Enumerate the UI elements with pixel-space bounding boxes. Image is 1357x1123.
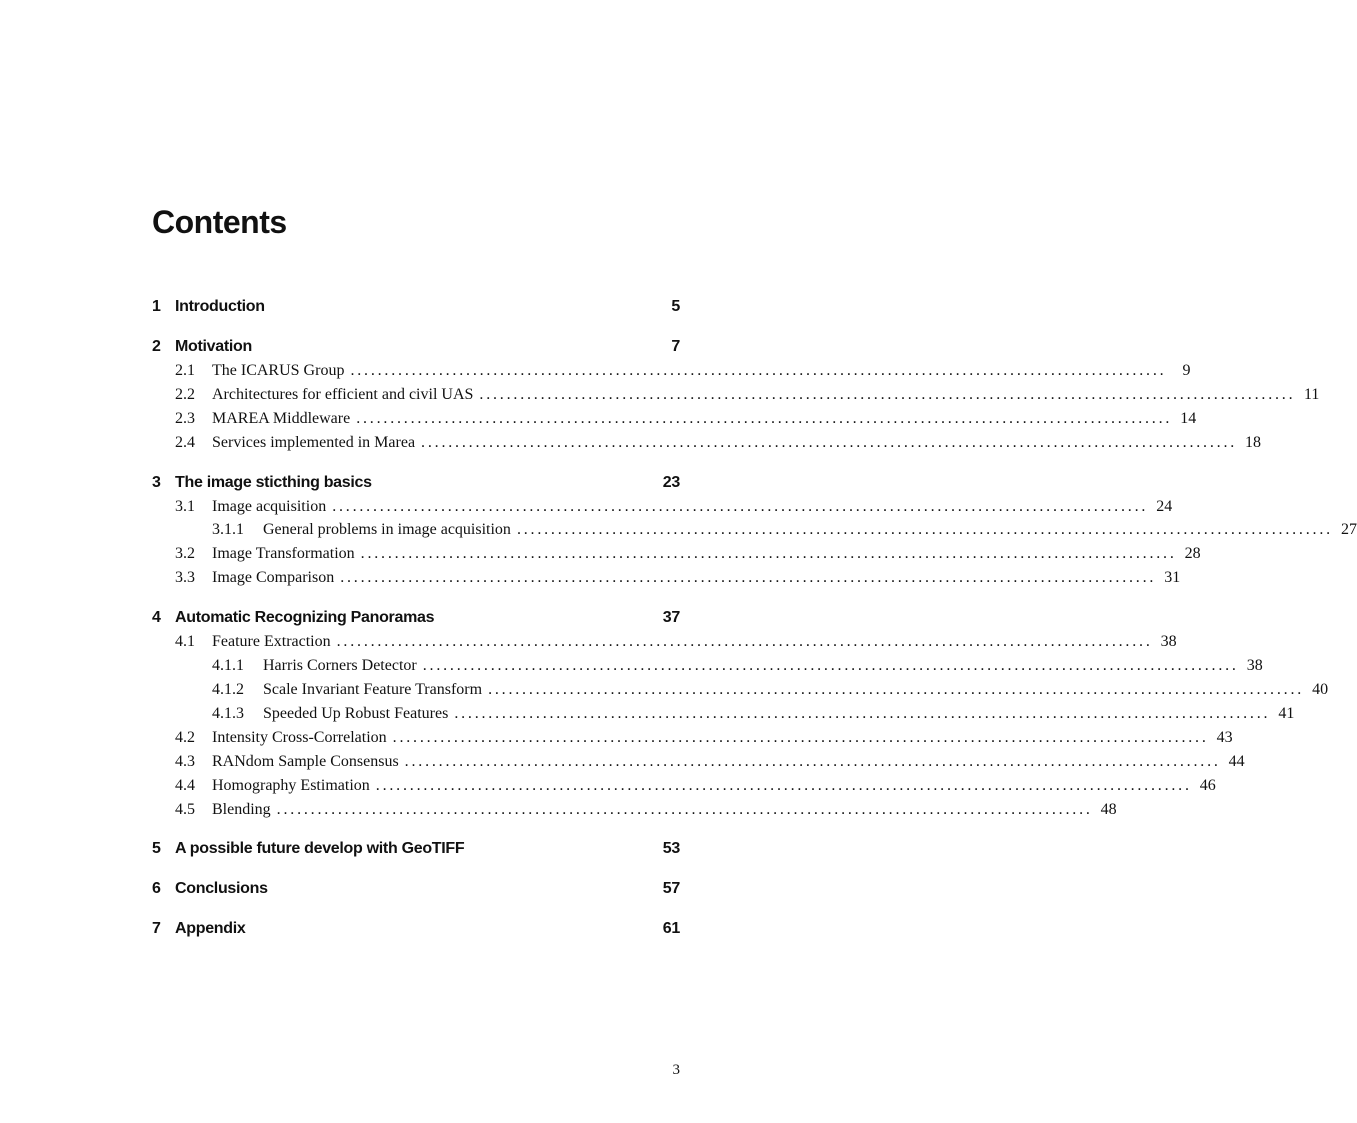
- entry-title: Introduction: [175, 298, 265, 315]
- entry-page: 61: [662, 920, 680, 937]
- dot-leader: ........................................................................................................................: [422, 657, 1239, 674]
- entry-title: MAREA Middleware: [212, 410, 351, 427]
- page-title: Contents: [152, 204, 287, 240]
- entry-page: 5: [671, 298, 680, 315]
- entry-page: 31: [1164, 569, 1181, 586]
- entry-page: 41: [1278, 705, 1295, 722]
- entry-number: 4: [152, 609, 161, 626]
- dot-leader: ........................................................................................................................: [454, 705, 1271, 722]
- dot-leader: ........................................................................................................................: [375, 777, 1192, 794]
- entry-number: 2.2: [175, 386, 195, 403]
- entry-number: 4.5: [175, 801, 195, 818]
- entry-page: 57: [662, 880, 680, 897]
- dot-leader: ........................................................................................................................: [516, 521, 1333, 538]
- entry-page: 9: [1182, 362, 1191, 379]
- entry-page: 27: [1340, 521, 1357, 538]
- entry-number: 4.3: [175, 753, 195, 770]
- entry-number: 5: [152, 840, 161, 857]
- toc-entry-subsection[interactable]: [152, 681, 1329, 703]
- entry-number: 4.1.3: [212, 705, 244, 722]
- toc-entry-section[interactable]: [152, 729, 1233, 751]
- toc-entry-section[interactable]: [152, 753, 1245, 775]
- toc-entry-section[interactable]: [152, 545, 1201, 567]
- dot-leader: ........................................................................................................................: [421, 434, 1238, 451]
- entry-title: Feature Extraction: [212, 633, 331, 650]
- dot-leader: ........................................................................................................................: [336, 633, 1153, 650]
- entry-title: A possible future develop with GeoTIFF: [175, 840, 465, 857]
- toc-entry-section[interactable]: [152, 777, 1216, 799]
- entry-page: 53: [662, 840, 680, 857]
- entry-title: Automatic Recognizing Panoramas: [175, 609, 435, 626]
- entry-title: The ICARUS Group: [212, 362, 345, 379]
- entry-number: 2: [152, 338, 161, 355]
- entry-title: Harris Corners Detector: [263, 657, 417, 674]
- entry-number: 3.2: [175, 545, 195, 562]
- toc-entry-chapter[interactable]: [152, 920, 680, 942]
- entry-number: 3.3: [175, 569, 195, 586]
- entry-title: Appendix: [175, 920, 246, 937]
- toc-entry-subsection[interactable]: [152, 705, 1295, 727]
- entry-title: Image Transformation: [212, 545, 355, 562]
- dot-leader: ........................................................................................................................: [340, 569, 1157, 586]
- entry-number: 4.4: [175, 777, 195, 794]
- entry-number: 6: [152, 880, 161, 897]
- toc-entry-subsection[interactable]: [152, 657, 1263, 679]
- entry-title: Blending: [212, 801, 271, 818]
- entry-number: 4.1: [175, 633, 195, 650]
- toc-entry-chapter[interactable]: [152, 474, 680, 496]
- dot-leader: ........................................................................................................................: [276, 801, 1093, 818]
- entry-page: 24: [1156, 498, 1173, 515]
- entry-page: 46: [1199, 777, 1216, 794]
- page-number: 3: [672, 1062, 680, 1078]
- entry-page: 48: [1100, 801, 1117, 818]
- entry-title: Architectures for efficient and civil UAS: [212, 386, 474, 403]
- entry-page: 44: [1228, 753, 1245, 770]
- toc-entry-chapter[interactable]: [152, 880, 680, 902]
- entry-page: 38: [1246, 657, 1263, 674]
- entry-page: 43: [1216, 729, 1233, 746]
- toc-entry-section[interactable]: [152, 434, 1262, 456]
- entry-page: 11: [1303, 386, 1320, 403]
- toc-entry-section[interactable]: [152, 410, 1197, 432]
- entry-page: 37: [662, 609, 680, 626]
- entry-number: 1: [152, 298, 161, 315]
- entry-page: 38: [1160, 633, 1177, 650]
- entry-title: Image acquisition: [212, 498, 327, 515]
- toc-entry-chapter[interactable]: [152, 840, 680, 862]
- toc-entry-section[interactable]: [152, 498, 1173, 520]
- dot-leader: ........................................................................................................................: [356, 410, 1173, 427]
- dot-leader: ........................................................................................................................: [479, 386, 1296, 403]
- toc-entry-section[interactable]: [152, 569, 1181, 591]
- toc-entry-subsection[interactable]: [152, 521, 1357, 543]
- entry-page: 18: [1245, 434, 1262, 451]
- entry-title: Scale Invariant Feature Transform: [263, 681, 483, 698]
- entry-title: Intensity Cross-Correlation: [212, 729, 387, 746]
- toc-entry-section[interactable]: [152, 801, 1117, 823]
- entry-page: 23: [662, 474, 680, 491]
- entry-number: 2.1: [175, 362, 195, 379]
- entry-number: 4.2: [175, 729, 195, 746]
- entry-title: General problems in image acquisition: [263, 521, 511, 538]
- entry-number: 3.1: [175, 498, 195, 515]
- entry-number: 4.1.2: [212, 681, 244, 698]
- entry-title: Homography Estimation: [212, 777, 370, 794]
- entry-page: 14: [1180, 410, 1197, 427]
- entry-number: 3: [152, 474, 161, 491]
- dot-leader: ........................................................................................................................: [392, 729, 1209, 746]
- entry-title: Image Comparison: [212, 569, 335, 586]
- entry-title: Conclusions: [175, 880, 268, 897]
- entry-title: Motivation: [175, 338, 252, 355]
- toc-entry-section[interactable]: [152, 386, 1320, 408]
- entry-number: 4.1.1: [212, 657, 244, 674]
- toc-entry-chapter[interactable]: [152, 609, 680, 631]
- entry-number: 2.3: [175, 410, 195, 427]
- entry-number: 2.4: [175, 434, 195, 451]
- dot-leader: ........................................................................................................................: [332, 498, 1149, 515]
- entry-title: RANdom Sample Consensus: [212, 753, 399, 770]
- toc-entry-chapter[interactable]: [152, 298, 680, 320]
- dot-leader: ........................................................................................................................: [360, 545, 1177, 562]
- entry-page: 7: [671, 338, 680, 355]
- dot-leader: ........................................................................................................................: [488, 681, 1305, 698]
- toc-entry-section[interactable]: [152, 362, 1191, 384]
- entry-title: Services implemented in Marea: [212, 434, 416, 451]
- entry-title: The image sticthing basics: [175, 474, 372, 491]
- dot-leader: ........................................................................................................................: [350, 362, 1167, 379]
- toc-entry-section[interactable]: [152, 633, 1177, 655]
- dot-leader: ........................................................................................................................: [404, 753, 1221, 770]
- entry-page: 28: [1184, 545, 1201, 562]
- entry-title: Speeded Up Robust Features: [263, 705, 449, 722]
- toc-entry-chapter[interactable]: [152, 338, 680, 360]
- entry-page: 40: [1312, 681, 1329, 698]
- entry-number: 7: [152, 920, 161, 937]
- entry-number: 3.1.1: [212, 521, 244, 538]
